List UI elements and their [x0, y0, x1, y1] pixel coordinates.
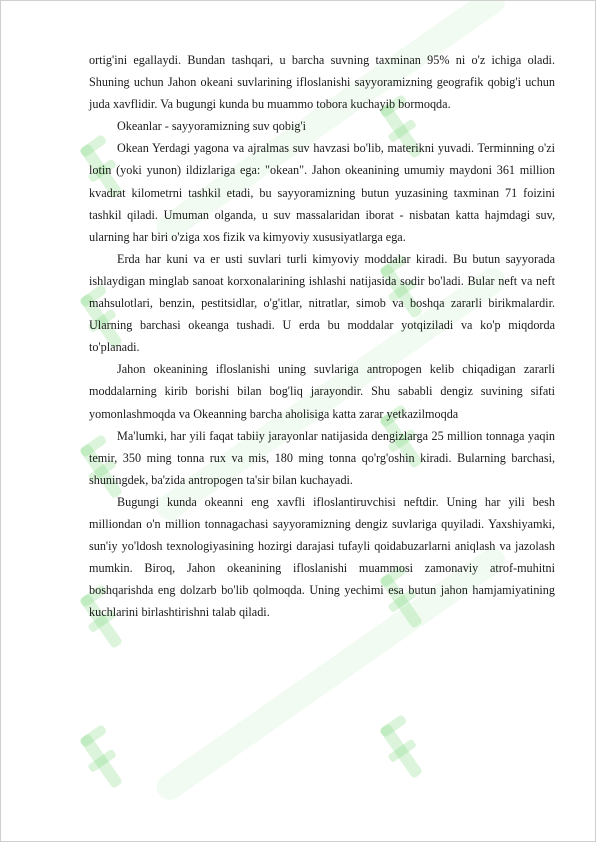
- paragraph-4: Erda har kuni va er usti suvlari turli kimyoviy moddalar kiradi. Bu butun sayyorada ishlaydigan minglab sanoat korxonalarining ishlashi natijasida sodir bo'ladi. Bular neft va neft mahsulotlari, benzin, pestitsidlar, o'g'itlar, nitratlar, simob va boshqa zararli birikmalardir. Ularning barchasi okeanga tushadi. U erda bu moddalar yotqiziladi va ko'p miqdorda to'planadi.: [89, 251, 555, 355]
- paragraph-1: ortig'ini egallaydi. Bundan tashqari, u barcha suvning taxminan 95% ni o'z ichiga oladi. Shuning uchun Jahon okeani suvlarining ifloslanishi sayyoramizning geografik qobig'i uchun juda xavflidir. Va bugungi kunda bu muammo tobora kuchayib bormoqda.: [89, 53, 555, 112]
- paragraph-2-heading: Okeanlar - sayyoramizning suv qobig'i: [117, 119, 307, 134]
- paragraph-5: Jahon okeanining ifloslanishi uning suvlariga antropogen kelib chiqadigan zararli moddalarning kirib borishi bilan bog'liq jarayondir. Shu sababli dengiz suvining sifati yomonlashmoqda va Okeanning barcha aholisiga katta zarar yetkazilmoqda: [89, 362, 555, 421]
- document-body: [89, 49, 555, 623]
- paragraph-7: Bugungi kunda okeanni eng xavfli ifloslantiruvchisi neftdir. Uning har yili besh milliondan o'n million tonnagachasi sayyoramizning dengiz suvlariga quyiladi. Yaxshiyamki, sun'iy yo'ldosh texnologiyasining hozirgi darajasi tufayli qoidabuzarlarni aniqlash va jazolash mumkin. Biroq, Jahon okeanining ifloslanishi muammosi zamonaviy atrof-muhitni boshqarishda eng dolzarb bo'lib qolmoqda. Uning yechimi esa butun jahon hamjamiyatining kuchlarini birlashtirishni talab qiladi.: [89, 494, 555, 620]
- paragraph-3: Okean Yerdagi yagona va ajralmas suv havzasi bo'lib, materikni yuvadi. Terminning o'zi lotin (yoki yunon) ildizlariga ega: "okean". Jahon okeanining umumiy maydoni 361 million kvadrat kilometrni tashkil etadi, bu sayyoramizning butun yuzasining taxminan 71 foizini tashkil qiladi. Umuman olganda, u suv massalaridan iborat - nisbatan katta hajmdagi suv, ularning har biri o'ziga xos fizik va kimyoviy xususiyatlarga ega.: [89, 141, 555, 244]
- paragraph-6: Ma'lumki, har yili faqat tabiiy jarayonlar natijasida dengizlarga 25 million tonnaga yaqin temir, 350 ming tonna rux va mis, 180 ming tonna qo'rg'oshin kiradi. Bularning barchasi, shuningdek, ba'zida antropogen ta'sir bilan kuchayadi.: [89, 428, 555, 487]
